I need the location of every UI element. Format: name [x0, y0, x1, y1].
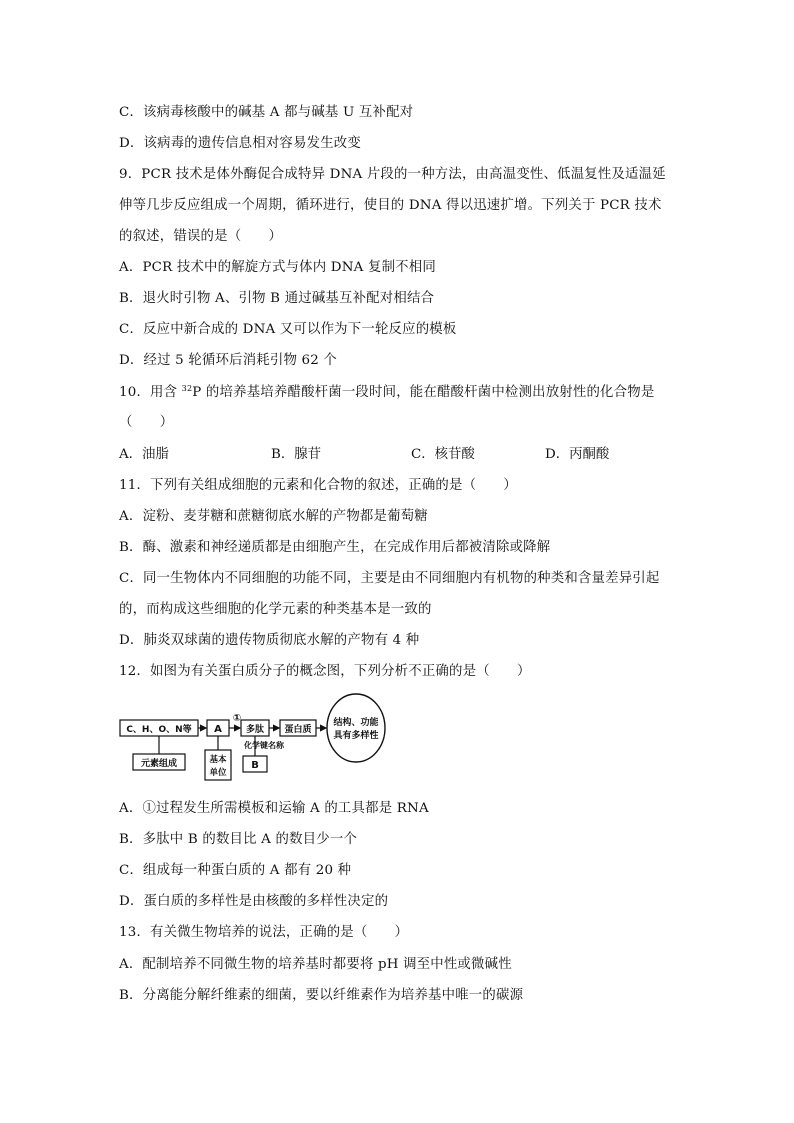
q11-option-b: B．酶、激素和神经递质都是由细胞产生，在完成作用后都被清除或降解 [119, 540, 551, 555]
q12-option-b: B．多肽中 B 的数目比 A 的数目少一个 [119, 832, 358, 847]
q9-option-a: A．PCR 技术中的解旋方式与体内 DNA 复制不相同 [119, 260, 436, 275]
q12-option-a: A．①过程发生所需模板和运输 A 的工具都是 RNA [119, 801, 429, 816]
q10-stem-prefix: 10．用含 [119, 385, 182, 400]
q11-option-c-line-2: 的，而构成这些细胞的化学元素的种类基本是一致的 [119, 602, 432, 617]
protein-label: 蛋白质 [284, 725, 312, 735]
diversity-label-line-1: 结构、功能 [333, 718, 379, 728]
q10-option-d: D．丙酮酸 [545, 447, 610, 462]
q12-stem: 12．如图为有关蛋白质分子的概念图，下列分析不正确的是（ ） [119, 664, 531, 679]
diversity-label-line-2: 具有多样性 [333, 731, 379, 741]
q9-stem-line-1: 9．PCR 技术是体外酶促合成特异 DNA 片段的一种方法，由高温变性、低温复性及适温延 [119, 167, 666, 182]
q12-option-d: D．蛋白质的多样性是由核酸的多样性决定的 [119, 894, 389, 909]
q10-option-c: C．核苷酸 [411, 447, 475, 462]
q11-option-c-line-1: C．同一生物体内不同细胞的功能不同，主要是由不同细胞内有机物的种类和含量差异引起 [119, 571, 660, 586]
unit-label-line-1: 基本 [209, 755, 227, 765]
q10-stem-line-1 [119, 384, 654, 402]
q10-stem-suffix: P 的培养基培养醋酸杆菌一段时间，能在醋酸杆菌中检测出放射性的化合物是 [192, 385, 655, 400]
q13-option-a: A．配制培养不同微生物的培养基时都要将 pH 调至中性或微碱性 [119, 957, 512, 972]
q10-option-b: B．腺苷 [271, 447, 322, 462]
a-label: A [214, 724, 222, 735]
q9-option-c: C．反应中新合成的 DNA 又可以作为下一轮反应的模板 [119, 322, 457, 337]
composition-label: 元素组成 [140, 759, 178, 769]
q13-option-b: B．分离能分解纤维素的细菌，要以纤维素作为培养基中唯一的碳源 [119, 988, 524, 1003]
protein-concept-map [119, 692, 399, 787]
q11-option-a: A．淀粉、麦芽糖和蔗糖彻底水解的产物都是葡萄糖 [119, 509, 428, 524]
unit-label-line-2: 单位 [209, 768, 227, 778]
q11-option-d: D．肺炎双球菌的遗传物质彻底水解的产物有 4 种 [119, 633, 420, 648]
b-label: B [251, 760, 259, 771]
diversity-ellipse [327, 694, 385, 762]
q9-stem-line-3: 的叙述，错误的是（ ） [119, 229, 283, 244]
q10-stem-line-2: （ ） [119, 415, 174, 430]
bond-name-label: 化学键名称 [244, 741, 284, 750]
q12-option-c: C．组成每一种蛋白质的 A 都有 20 种 [119, 863, 352, 878]
q8-option-d: D．该病毒的遗传信息相对容易发生改变 [119, 136, 361, 151]
step-1-label: ① [232, 713, 242, 724]
peptide-label: 多肽 [245, 725, 265, 735]
q8-option-c: C．该病毒核酸中的碱基 A 都与碱基 U 互补配对 [119, 105, 414, 120]
q9-option-b: B．退火时引物 A、引物 B 通过碱基互补配对相结合 [119, 291, 435, 306]
q11-stem: 11．下列有关组成细胞的元素和化合物的叙述，正确的是（ ） [119, 478, 517, 493]
q10-option-a: A．油脂 [119, 447, 169, 462]
q13-stem: 13．有关微生物培养的说法，正确的是（ ） [119, 925, 409, 940]
q9-option-d: D．经过 5 轮循环后消耗引物 62 个 [119, 353, 338, 368]
elements-label: C、H、O、N等 [126, 725, 192, 735]
q10-isotope-mass: 32 [181, 384, 193, 393]
q9-stem-line-2: 伸等几步反应组成一个周期，循环进行，使目的 DNA 得以迅速扩增。下列关于 PCR 技术 [119, 198, 662, 213]
